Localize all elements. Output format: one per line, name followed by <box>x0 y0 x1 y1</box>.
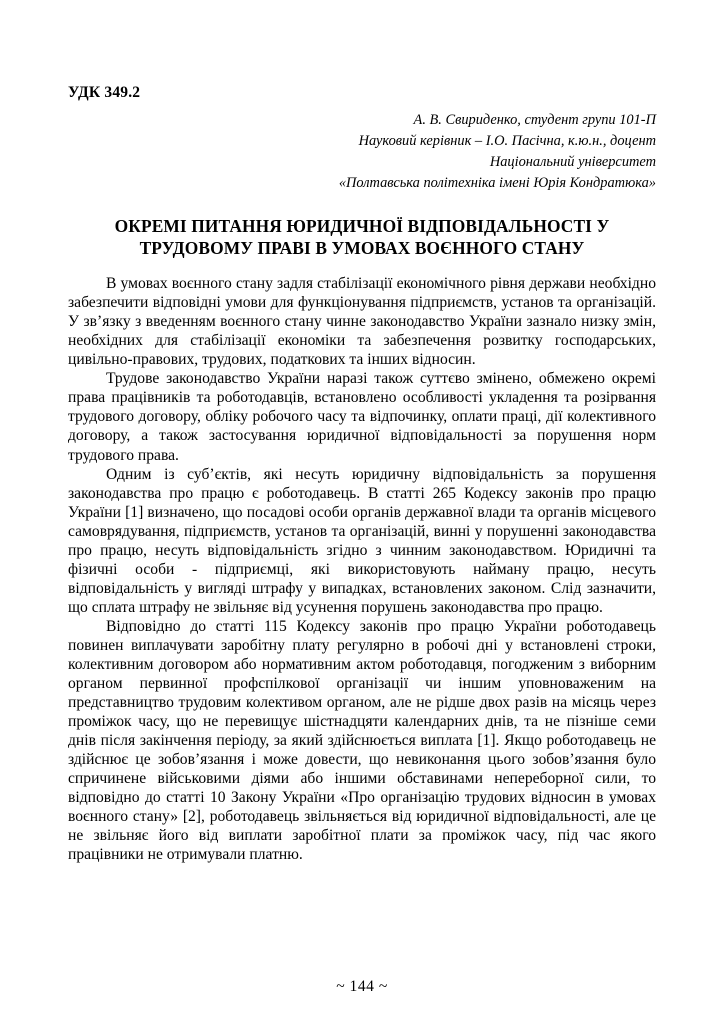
page-number-footer: ~ 144 ~ <box>336 978 388 995</box>
author-line-institution: Національний університет <box>489 153 656 170</box>
title-line-2: ТРУДОВОМУ ПРАВІ В УМОВАХ ВОЄННОГО СТАНУ <box>139 237 585 258</box>
author-line-university: «Полтавська політехніка імені Юрія Кондратюка» <box>338 174 656 191</box>
body-paragraph-3: Одним із суб’єктів, які несуть юридичну відповідальність за порушення законодавства про працю є роботодавець. В статті 265 Кодексу законів про працю України [1] визначено, що посадові особи органів державної влади та органів місцевого самоврядування, підприємств, установ та організацій, винні у порушенні законодавства про працю, несуть відповідальність згідно з чинним законодавством. Юридичні та фізичні особи - підприємці, які використовують найману працю, несуть відповідальність у вигляді штрафу у випадках, встановлених законом. Слід зазначити, що сплата штрафу не звільняє від усунення порушень законодавства про працю. <box>68 465 656 616</box>
body-text <box>68 274 656 864</box>
author-line-supervisor: Науковий керівник – І.О. Пасічна, к.ю.н., доцент <box>358 132 656 149</box>
author-line-name: А. В. Свириденко, студент групи 101-П <box>413 112 656 129</box>
page-content <box>68 0 656 865</box>
title-line-1: ОКРЕМІ ПИТАННЯ ЮРИДИЧНОЇ ВІДПОВІДАЛЬНОСТІ У <box>114 215 610 236</box>
author-affiliation-block <box>68 110 656 194</box>
body-paragraph-2: Трудове законодавство України наразі також суттєво змінено, обмежено окремі права працівників та роботодавців, встановлено особливості укладення та розірвання трудового договору, обліку робочого часу та відпочинку, оплати праці, дії колективного договору, а також застосування юридичної відповідальності за порушення норм трудового права. <box>68 370 656 464</box>
body-paragraph-1: В умовах воєнного стану задля стабілізації економічного рівня держави необхідно забезпечити відповідні умови для функціонування підприємств, установ та організацій. У зв’язку з введенням воєнного стану чинне законодавство України зазнало низку змін, необхідних для стабілізації економіки та забезпечення розвитку господарських, цивільно-правових, трудових, податкових та інших відносин. <box>68 275 656 369</box>
body-paragraph-4: Відповідно до статті 115 Кодексу законів про працю України роботодавець повинен виплачувати заробітну плату регулярно в робочі дні у встановлені строки, колективним договором або нормативним актом роботодавця, погодженим з виборним органом первинної профспілкової організації чи іншим уповноваженим на представництво трудовим колективом органом, але не рідше двох разів на місяць через проміжок часу, що не перевищує шістнадцяти календарних днів, та не пізніше семи днів після закінчення періоду, за який здійснюється виплата [1]. Якщо роботодавець не здійснює це зобов’язання і може довести, що невиконання цього зобов’язання було спричинене військовими діями або іншими обставинами непереборної сили, то відповідно до статті 10 Закону України «Про організацію трудових відносин в умовах воєнного стану» [2], роботодавець звільняється від юридичної відповідальності, але це не звільняє його від виплати заробітної плати за проміжок часу, під час якого працівники не отримували платню. <box>68 617 656 864</box>
udk-code: УДК 349.2 <box>68 84 141 101</box>
page-title <box>68 215 656 260</box>
